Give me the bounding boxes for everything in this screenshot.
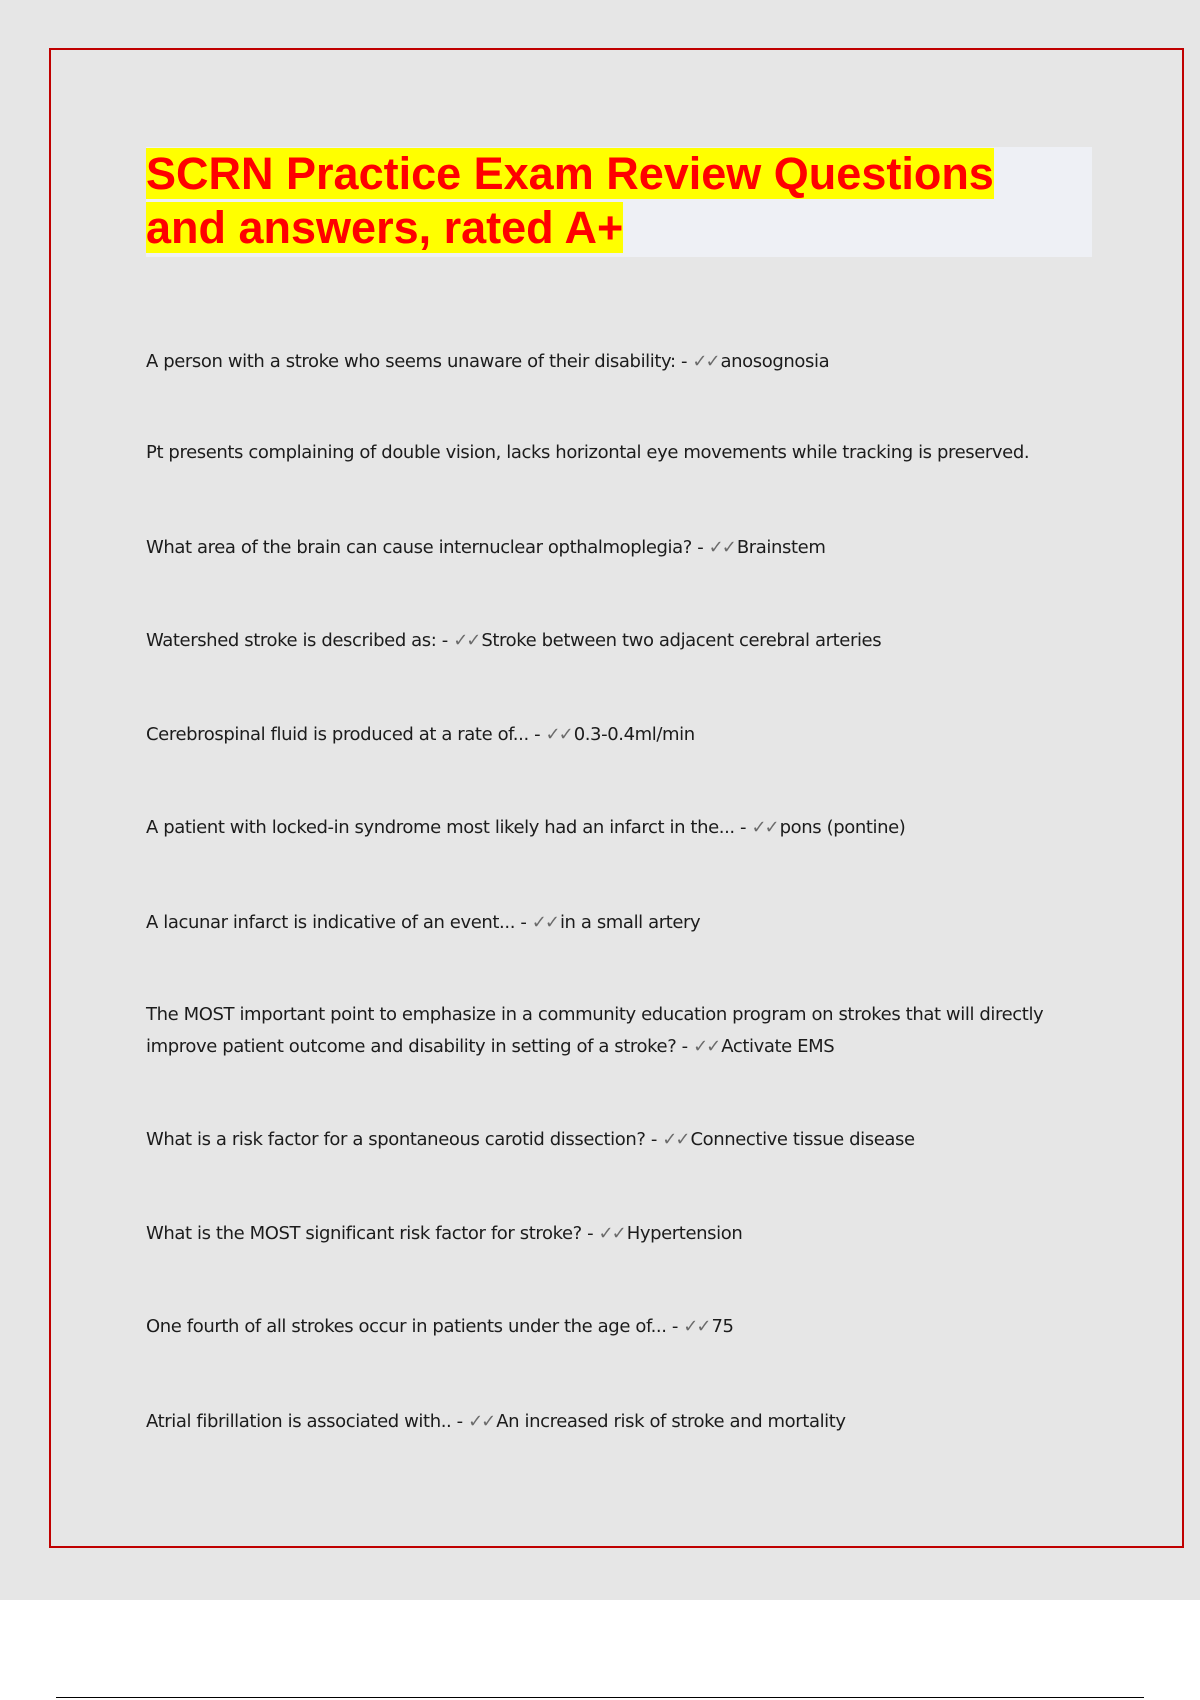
qa-item-6 — [146, 812, 1106, 844]
qa-item-1 — [146, 346, 1106, 378]
answer-text: 0.3-0.4ml/min — [573, 724, 695, 745]
double-check-icon: ✓✓ — [751, 817, 778, 838]
qa-item-7 — [146, 907, 1106, 939]
answer-text: 75 — [711, 1316, 734, 1337]
question-text: A person with a stroke who seems unaware of their disability: - — [146, 351, 693, 372]
question-text: Atrial fibrillation is associated with.. - — [146, 1411, 469, 1432]
qa-item-9 — [146, 1124, 1106, 1156]
qa-item-5 — [146, 719, 1106, 751]
double-check-icon: ✓✓ — [545, 724, 572, 745]
question-text: What is the MOST significant risk factor for stroke? - — [146, 1223, 599, 1244]
question-text: One fourth of all strokes occur in patients under the age of... - — [146, 1316, 684, 1337]
double-check-icon: ✓✓ — [531, 912, 558, 933]
question-text: What is a risk factor for a spontaneous carotid dissection? - — [146, 1129, 663, 1150]
answer-text: Brainstem — [736, 537, 826, 558]
double-check-icon: ✓✓ — [598, 1223, 625, 1244]
double-check-icon: ✓✓ — [468, 1411, 495, 1432]
answer-text: Connective tissue disease — [690, 1129, 915, 1150]
title-highlight: SCRN Practice Exam Review Questions and answers, rated A+ — [146, 148, 994, 253]
page-divider — [56, 1697, 1144, 1698]
qa-item-4 — [146, 625, 1106, 657]
answer-text: pons (pontine) — [779, 817, 906, 838]
document-title — [146, 147, 1086, 255]
double-check-icon: ✓✓ — [683, 1316, 710, 1337]
question-text: Pt presents complaining of double vision, lacks horizontal eye movements while tracking is preserved. — [146, 442, 1030, 463]
double-check-icon: ✓✓ — [708, 537, 735, 558]
answer-text: An increased risk of stroke and mortality — [496, 1411, 846, 1432]
qa-item-12 — [146, 1406, 1106, 1438]
double-check-icon: ✓✓ — [453, 630, 480, 651]
qa-item-10 — [146, 1218, 1106, 1250]
answer-text: in a small artery — [559, 912, 701, 933]
qa-item-3 — [146, 532, 1106, 564]
question-text: What area of the brain can cause internuclear opthalmoplegia? - — [146, 537, 709, 558]
question-text: Watershed stroke is described as: - — [146, 630, 454, 651]
question-text: Cerebrospinal fluid is produced at a rate of... - — [146, 724, 546, 745]
question-text: The MOST important point to emphasize in a community education program on strokes that will directly improve patient outcome and disability in setting of a stroke? - — [146, 1004, 1044, 1057]
double-check-icon: ✓✓ — [662, 1129, 689, 1150]
qa-item-11 — [146, 1311, 1106, 1343]
question-text: A lacunar infarct is indicative of an event... - — [146, 912, 532, 933]
answer-text: Hypertension — [626, 1223, 743, 1244]
answer-text: Stroke between two adjacent cerebral arteries — [481, 630, 882, 651]
double-check-icon: ✓✓ — [693, 1036, 720, 1057]
question-text: A patient with locked-in syndrome most likely had an infarct in the... - — [146, 817, 752, 838]
answer-text: anosognosia — [720, 351, 830, 372]
double-check-icon: ✓✓ — [692, 351, 719, 372]
answer-text: Activate EMS — [721, 1036, 835, 1057]
qa-item-8 — [146, 999, 1106, 1063]
qa-item-2 — [146, 437, 1106, 469]
